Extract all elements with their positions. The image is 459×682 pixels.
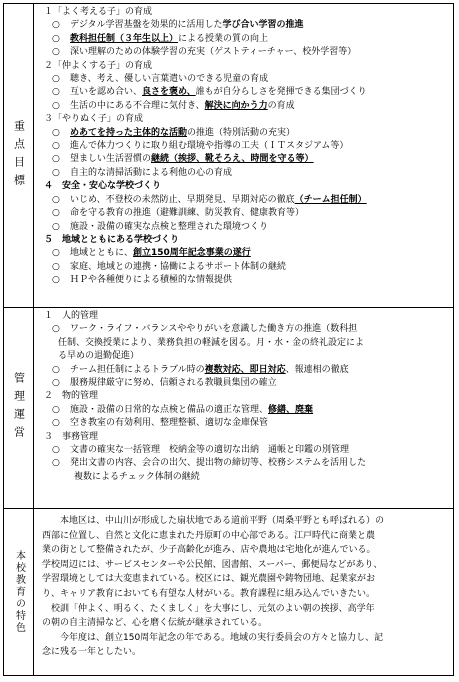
bullet-icon: ○ xyxy=(52,167,60,178)
goal-3-item-1: ○ めあてを持った主体的な活動の推進（特別活動の充実） xyxy=(42,127,450,140)
bullet-icon: ○ xyxy=(52,47,60,58)
features-p1-line-6: り、キャリア教育においても有望な人材がいる。教育課程に組み込んでいきたい。 xyxy=(42,588,376,599)
mgmt-3-heading: ３ 事務管理 xyxy=(44,431,99,442)
goal-2-item-1: ○ 聴き、考え、優しい言葉遣いのできる児童の育成 xyxy=(42,73,450,86)
management-label: 管理運営 xyxy=(12,372,26,444)
bullet-icon: ○ xyxy=(52,141,60,152)
goal-4-item-1: ○ いじめ、不登校の未然防止、早期発見、早期対応の徹底（チーム担任制） xyxy=(42,194,450,207)
bullet-icon: ○ xyxy=(52,404,60,415)
mgmt-1-item-1-cont-1: 任制、交換授業により、業務負担の軽減を図る。月・水・金の終礼設定によ xyxy=(58,337,365,348)
mgmt-2-item-1: ○ 施設・設備の日常的な点検と備品の適正な管理、修繕、廃棄 xyxy=(42,404,450,417)
goal-4-item-3: ○ 施設・設備の確実な点検と整理された環境つくり xyxy=(42,221,450,234)
mgmt-1-heading: １ 人的管理 xyxy=(44,311,99,321)
mgmt-3-item-2-cont: 複数によるチェック体制の継続 xyxy=(74,471,200,482)
mgmt-2-item-2: ○ 空き教室の有効利用、整理整頓、適切な金庫保管 xyxy=(42,417,450,430)
bullet-icon: ○ xyxy=(52,221,60,232)
bullet-icon: ○ xyxy=(52,458,60,469)
bullet-icon: ○ xyxy=(52,248,60,259)
mgmt-2-heading: ２ 物的管理 xyxy=(44,391,99,402)
features-p1-line-5: 学習環境としては大変恵まれている。校区には、観光農園や鋳物団地、起業家がお xyxy=(42,574,376,585)
mgmt-1-item-1-cont-2: る早めの退勤促進） xyxy=(58,351,140,362)
goal-5-item-2: ○ 家庭、地域との連携・協働によるサポート体制の継続 xyxy=(42,261,450,274)
goal-4-item-2: ○ 命を守る教育の推進（避難訓練、防災教育、健康教育等） xyxy=(42,207,450,220)
mgmt-1-item-2: ○ チーム担任制によるトラブル時の複数対応、即日対応、報連相の徹底 xyxy=(42,364,450,377)
mgmt-1-item-1: ○ ワーク・ライフ・バランスややりがいを意識した働き方の推進（数科担 xyxy=(42,323,450,336)
goal-2-item-3: ○ 生活の中にある不合理に気付き、解決に向かう力の育成 xyxy=(42,100,450,113)
features-p3-line-2: 念に残る一年としたい。 xyxy=(42,647,142,658)
goal-3-item-3: ○ 望ましい生活習慣の継続（挨拶、靴そろえ、時間を守る等） xyxy=(42,153,450,166)
goals-content xyxy=(34,4,453,307)
bullet-icon: ○ xyxy=(52,378,60,389)
goal-3-item-2: ○ 進んで体力つくりに取り組む環境や指導の工夫（ＩＴスタジアム等） xyxy=(42,140,450,153)
features-section xyxy=(4,508,453,675)
goals-label-cell xyxy=(4,4,34,307)
bullet-icon: ○ xyxy=(52,324,60,335)
mgmt-3-item-1: ○ 文書の確実な一括管理 校納金等の適切な出納 通帳と印鑑の別管理 xyxy=(42,444,450,457)
goal-1-item-2: ○ 教科担任制（３年生以上）による授業の質の向上 xyxy=(42,33,450,46)
features-label: 本校教育の特色 xyxy=(13,550,25,634)
bullet-icon: ○ xyxy=(52,74,60,85)
bullet-icon: ○ xyxy=(52,418,60,429)
management-label-cell xyxy=(4,308,34,508)
goals-label: 重点目標 xyxy=(12,119,26,192)
features-p2-line-1: 校訓「仲よく、明るく、たくましく」を大事にし、元気のよい朝の挨拶、高学年 xyxy=(51,603,375,614)
bullet-icon: ○ xyxy=(52,364,60,375)
goal-4-heading: ４ 安全・安心な学校づくり xyxy=(44,181,162,192)
goal-5-item-3: ○ ＨＰや各種便りによる積極的な情報提供 xyxy=(42,274,450,287)
bullet-icon: ○ xyxy=(52,208,60,219)
management-section xyxy=(4,307,453,508)
goal-1-item-3: ○ 深い理解のための体験学習の充実（ゲストティーチャー、校外学習等） xyxy=(42,46,450,59)
bullet-icon: ○ xyxy=(52,445,60,456)
goal-2-item-2: ○ 互いを認め合い、良さを褒め、誰もが自分らしさを発揮できる集団づくり xyxy=(42,86,450,99)
features-content xyxy=(34,509,453,675)
bullet-icon: ○ xyxy=(52,127,60,138)
bullet-icon: ○ xyxy=(52,87,60,98)
features-p1-line-2: 西部に位置し、自然と文化に恵まれた丹原町の中心部である。江戸時代に商業と農 xyxy=(42,530,376,541)
bullet-icon: ○ xyxy=(52,33,60,44)
bullet-icon: ○ xyxy=(52,275,60,286)
mgmt-1-item-3: ○ 服務規律厳守に努め、信頼される教職員集団の確立 xyxy=(42,377,450,390)
school-plan-table xyxy=(3,3,454,676)
goal-3-heading: ３「やりぬく子」の育成 xyxy=(44,114,144,125)
goal-5-heading: ５ 地域とともにある学校づくり xyxy=(44,234,180,245)
features-label-cell xyxy=(4,509,34,675)
bullet-icon: ○ xyxy=(52,261,60,272)
goal-5-item-1: ○ 地域とともに、創立150周年記念事業の遂行 xyxy=(42,247,450,260)
mgmt-3-item-2: ○ 発出文書の内容、会合の出欠、提出物の締切等、校務システムを活用した xyxy=(42,457,450,470)
bullet-icon: ○ xyxy=(52,100,60,111)
goals-section xyxy=(4,4,453,307)
management-content xyxy=(34,308,453,508)
features-p2-line-2: の朝の自主清掃など、心を磨く伝統が継承されている。 xyxy=(42,618,268,629)
goal-2-heading: ２「仲よくする子」の育成 xyxy=(44,60,153,71)
features-p3-line-1: 今年度は、創立150周年記念の年である。地域の実行委員会の方々と協力し、記 xyxy=(60,632,384,643)
features-p1-line-3: 業の街として整備されたが、少子高齢化が進み、店や農地は宅地化が進んでいる。 xyxy=(42,545,376,556)
features-p1-line-4: 学校周辺には、サービスセンターや公民館、図書館、スーパー、郵便局などがあり、 xyxy=(42,559,383,570)
bullet-icon: ○ xyxy=(52,20,60,31)
bullet-icon: ○ xyxy=(52,194,60,205)
goal-3-item-4: ○ 自主的な清掃活動による利他の心の育成 xyxy=(42,167,450,180)
goal-1-heading: １「よく考える子」の育成 xyxy=(44,7,153,17)
goal-1-item-1: ○ デジタル学習基盤を効果的に活用した学び合い学習の推進 xyxy=(42,19,450,32)
bullet-icon: ○ xyxy=(52,154,60,165)
features-p1-line-1: 本地区は、中山川が形成した扇状地である道前平野（周桑平野とも呼ばれる）の xyxy=(60,516,385,526)
